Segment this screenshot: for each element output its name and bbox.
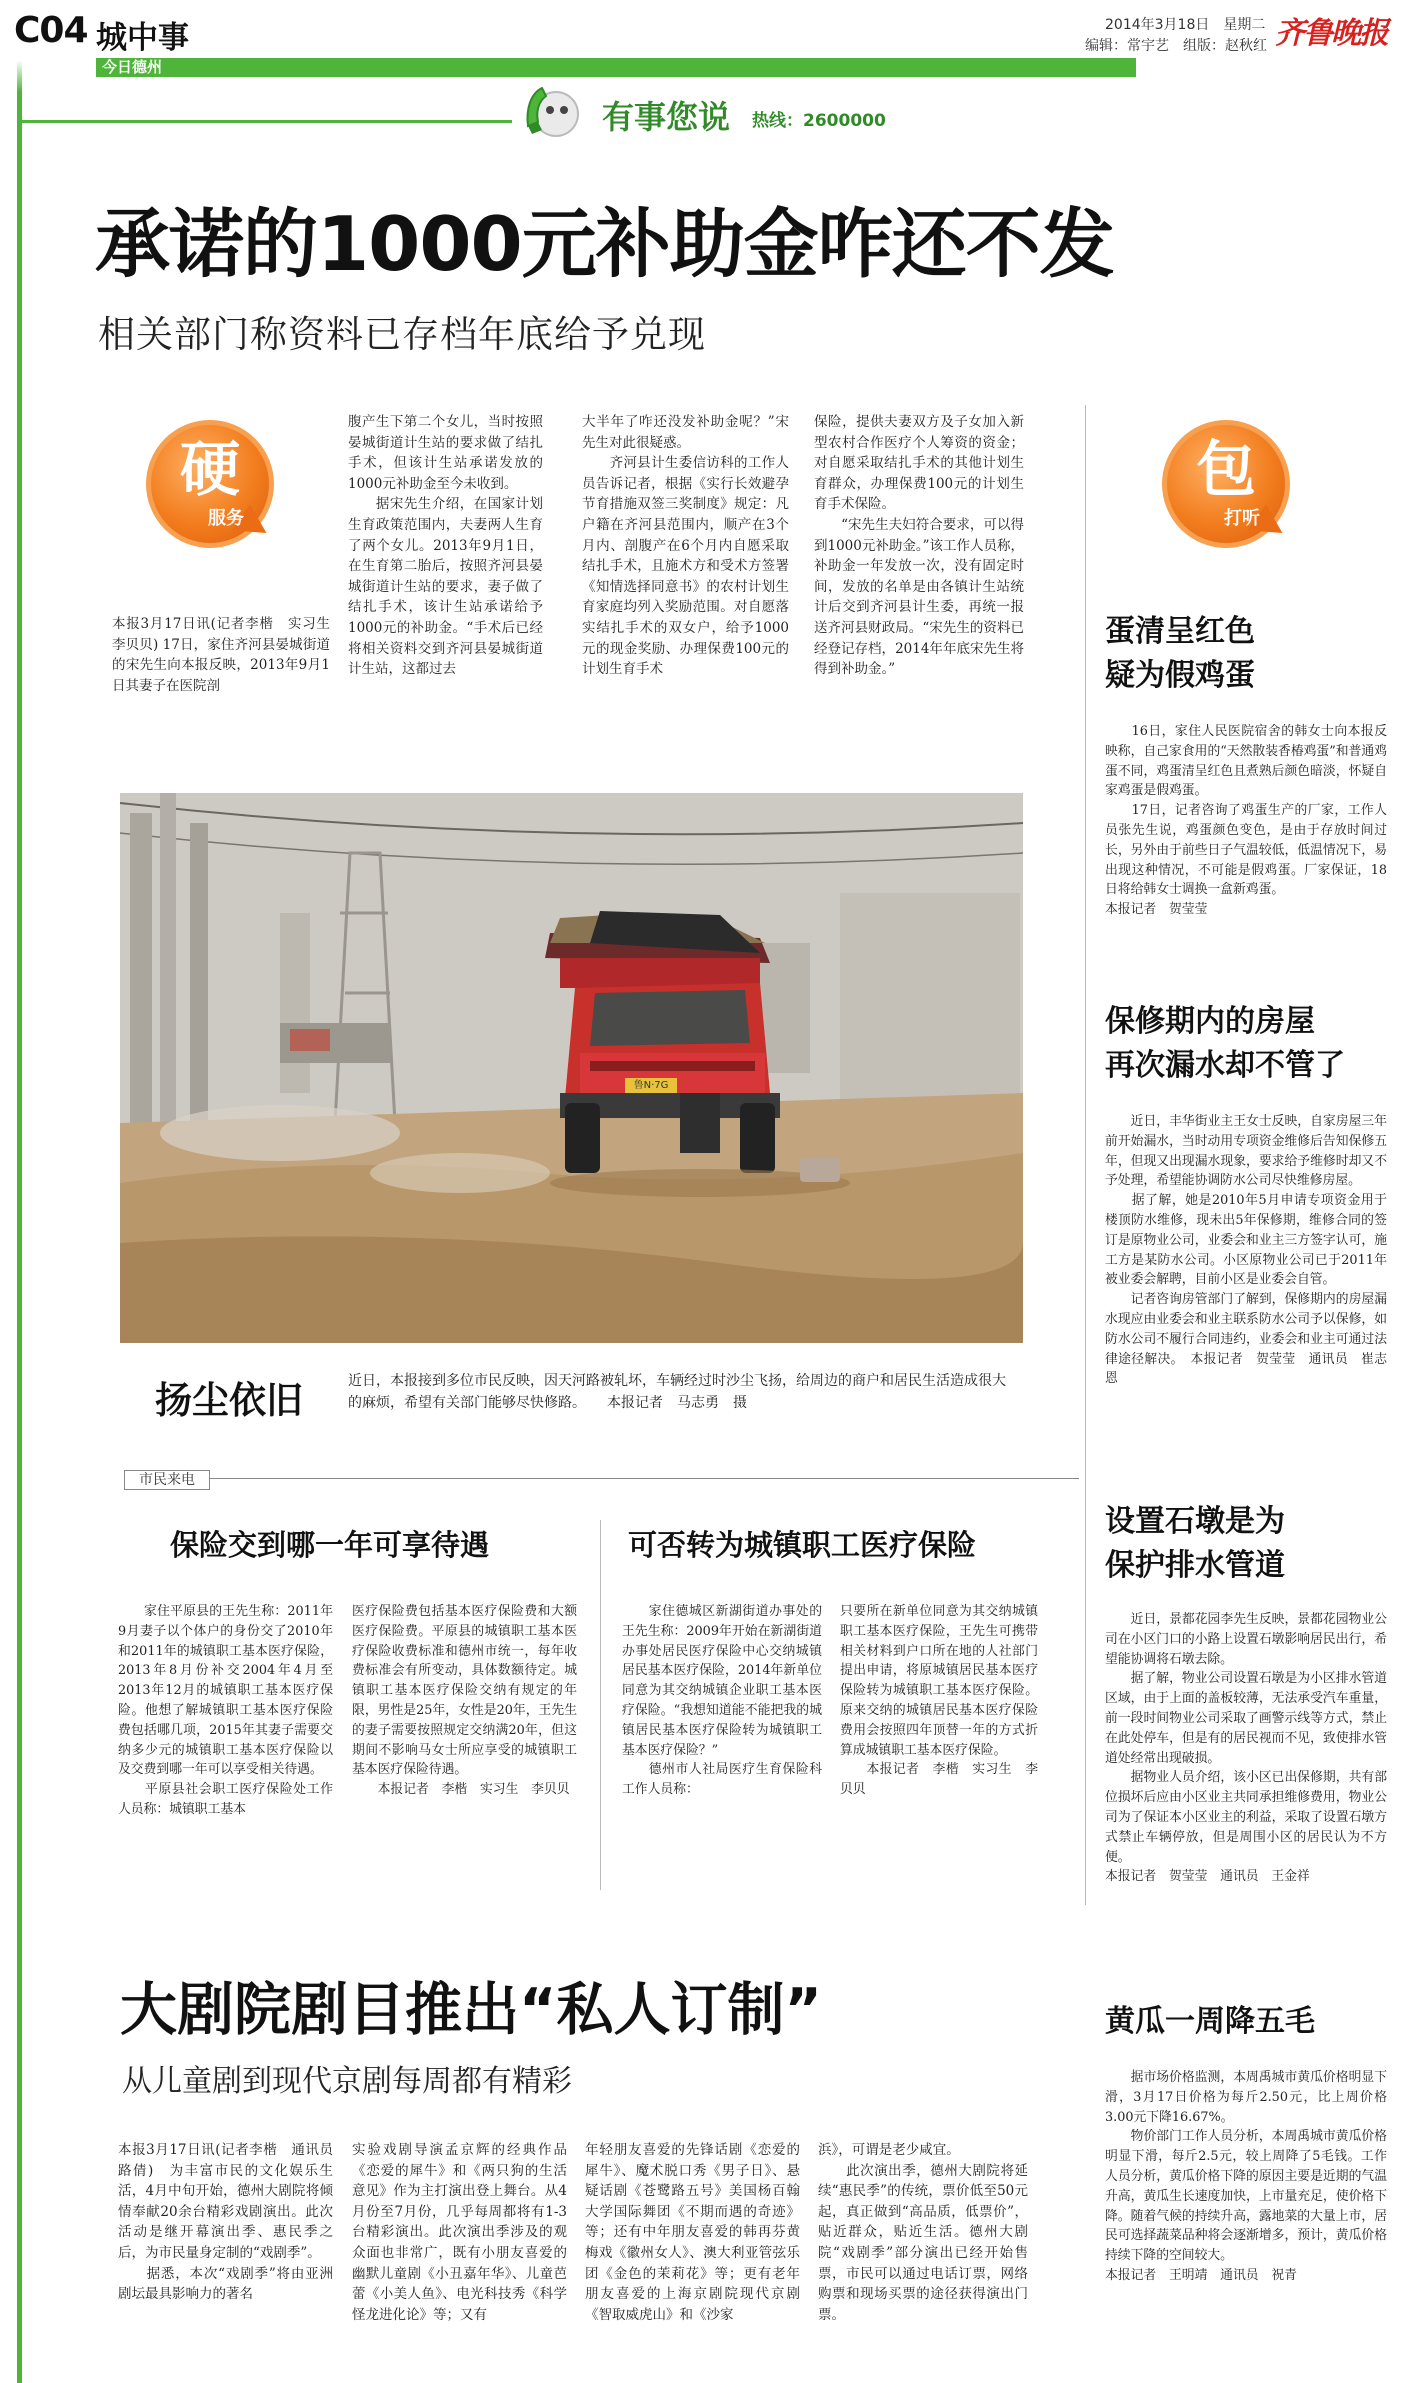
sidebar-item-4-body: 据市场价格监测，本周禹城市黄瓜价格明显下滑，3月17日价格为每斤2.50元，比上周价格3.00元下降16.67%。 物价部门工作人员分析，本周禹城市黄瓜价格明显下滑，每斤2.5元，较上周降了5毛钱。工作人员分析，黄瓜价格下降的原因主要是近期的气温升高，黄瓜生长速度加快，上市量充足，使价格下降。随着气候的持续升高，露地菜的大量上市，居民可选择蔬菜品种将会逐渐增多，预计，黄瓜价格持续下降的空间较大。 本报记者 王明靖 通讯员 祝青 [1105, 2070, 1387, 2283]
calls-divider [600, 1520, 601, 1890]
lead-subhead: 相关部门称资料已存档年底给予兑现 [98, 313, 706, 356]
news-photo [120, 793, 1023, 1343]
lead-column-1: 本报3月17日讯(记者李楷 实习生 李贝贝) 17日，家住齐河县晏城街道的宋先生向本报反映，2013年9月1日其妻子在医院剖 [112, 616, 344, 694]
theatre-column-4: 浜》，可谓是老少咸宜。 此次演出季，德州大剧院将延续“惠民季”的传统，票价低至50元起，真正做到“高品质，低票价”，贴近群众，贴近生活。德州大剧院“戏剧季”部分演出已经开始售票，市民可以通过电话订票，网络购票和现场买票的途径获得演出门票。 [818, 2142, 1028, 2323]
sidebar-item-2-body: 近日，丰华街业主王女士反映，自家房屋三年前开始漏水，当时动用专项资金维修后告知保修五年，但现又出现漏水现象，要求给予维修时却又不予处理，希望能协调防水公司尽快维修房屋。 据了解，她是2010年5月申请专项资金用于楼顶防水维修，现未出5年保修期，维修合同的签订是原物业公司，业委会和业主三方签字认可，施工方是某防水公司。小区原物业公司已于2011年被业委会解聘，目前小区是业委会自管。 记者咨询房管部门了解到，保修期内的房屋漏水现应由业委会和业主联系防水公司予以保修，如防水公司不履行合同违约，业委会和业主可通过法律途径解决。 本报记者 贺莹莹 通讯员 崔志恩 [1105, 1114, 1387, 1387]
hard-service-badge [146, 420, 296, 570]
lead-column-3: 大半年了咋还没发补助金呢？”宋先生对此很疑惑。 齐河县计生委信访科的工作人员告诉记者，根据《实行长效避孕节育措施双签三奖制度》规定：凡户籍在齐河县范围内，顺产在3个月内、剖腹产在6个月内自愿采取结扎手术，且施术方和受术方签署《知情选择同意书》的农村计划生育家庭均列入奖励范围。对自愿落实结扎手术的双女户，给予1000元的现金奖励、办理保费100元的计划生育手术 [582, 414, 789, 678]
calls-label-box [124, 1478, 1079, 1479]
issue-date: 2014年3月18日 星期二 [1105, 17, 1266, 33]
theatre-column-2: 实验戏剧导演孟京辉的经典作品《恋爱的犀牛》和《两只狗的生活意见》作为主打演出登上舞台。从4月份至7月份，几乎每周都将有1-3台精彩演出。此次演出季涉及的观众面也非常广，既有小朋友喜爱的幽默儿童剧《小丑嘉年华》、儿童芭蕾《小美人鱼》、电光科技秀《科学怪龙进化论》等；又有 [352, 2142, 567, 2323]
call-2-column-2: 只要所在新单位同意为其交纳城镇职工基本医疗保险，王先生可携带相关材料到户口所在地的人社部门提出申请，将原城镇居民基本医疗保险转为城镇职工基本医疗保险。原来交纳的城镇居民基本医疗保险费用会按照四年顶替一年的方式折算成城镇职工基本医疗保险。 本报记者 李楷 实习生 李贝贝 [840, 1604, 1038, 1798]
paper-logo: 齐鲁晚报 [1275, 16, 1387, 51]
theatre-column-1: 本报3月17日讯(记者李楷 通讯员 路倩) 为丰富市民的文化娱乐生活，4月中旬开始，德州大剧院将倾情奉献20余台精彩戏剧演出。此次活动是继开幕演出季、惠民季之后，为市民量身定制的“戏剧季”。 据悉，本次“戏剧季”将由亚洲剧坛最具影响力的著名 [118, 2142, 333, 2303]
sidebar-item-3-title: 设置石墩是为 保护排水管道 [1105, 1504, 1285, 1583]
inquiry-badge [1162, 420, 1312, 570]
photo-caption: 近日，本报接到多位市民反映，因天河路被轧坏，车辆经过时沙尘飞扬，给周边的商户和居民生活造成很大的麻烦，希望有关部门能够尽快修路。 本报记者 马志勇 摄 [348, 1373, 1006, 1411]
truck-license-plate: 鲁N·7G [633, 1080, 669, 1091]
call-2-column-1: 家住德城区新湖街道办事处的王先生称：2009年开始在新湖街道办事处居民医疗保险中心交纳城镇居民基本医疗保险，2014年新单位同意为其交纳城镇企业职工基本医疗保险。“我想知道能不能把我的城镇居民基本医疗保险转为城镇职工基本医疗保险？” 德州市人社局医疗生育保险科工作人员称： [622, 1604, 822, 1798]
sidebar-item-3-body: 近日，景都花园李先生反映，景都花园物业公司在小区门口的小路上设置石墩影响居民出行，希望能协调将石墩去除。 据了解，物业公司设置石墩是为小区排水管道区域，由于上面的盖板较薄，无法承受汽车重量，前一段时间物业公司采取了画警示线等方式，禁止在此处停车，但是有的居民视而不见，致使排水管道处经常出现破损。 据物业人员介绍，该小区已出保修期，共有部位损坏后应由小区业主共同承担维修费用，物业公司为了保证本小区业主的利益，采取了设置石墩方式禁止车辆停放，但是周围小区的居民认为不方便。 本报记者 贺莹莹 通讯员 王金祥 [1105, 1612, 1387, 1885]
sidebar-divider [1085, 405, 1086, 1905]
call-2-title: 可否转为城镇职工医疗保险 [628, 1528, 977, 1562]
theatre-headline: 大剧院剧目推出“私人订制” [120, 1977, 822, 2043]
lead-column-2: 腹产生下第二个女儿，当时按照晏城街道计生站的要求做了结扎手术，但该计生站承诺发放的1000元补助金至今未收到。 据宋先生介绍，在国家计划生育政策范围内，夫妻两人生育了两个女儿。2013年9月1日，在生育第二胎后，按照齐河县晏城街道计生站的要求，妻子做了结扎手术，该计生站承诺给予1000元的补助金。“手术后已经将相关资料交到齐河县晏城街道计生站，这都过去 [348, 414, 543, 678]
call-1-column-2: 医疗保险费包括基本医疗保险费和大额医疗保险费。平原县的城镇职工基本医疗保险收费标准和德州市统一，每年收费标准会有所变动，具体数额待定。城镇职工基本医疗保险交纳有规定的年限，男性是25年，女性是20年，王先生的妻子需要按照规定交纳满20年，但这期间不影响马女士所应享受的城镇职工基本医疗保险待遇。 本报记者 李楷 实习生 李贝贝 [352, 1604, 577, 1798]
lead-column-4: 保险，提供夫妻双方及子女加入新型农村合作医疗个人筹资的资金；对自愿采取结扎手术的其他计划生育群众，办理保费100元的计划生育手术保险。 “宋先生夫妇符合要求，可以得到1000元补助金。”该工作人员称，补助金一年发放一次，没有固定时间，发放的名单是由各镇计生站统计后交到齐河县计生委，再统一报送齐河县财政局。“宋先生的资料已经登记存档，2014年年底宋先生将得到补助金。” [814, 414, 1025, 678]
badge-char: 硬 [180, 435, 240, 505]
sidebar-item-2-title: 保修期内的房屋 再次漏水却不管了 [1105, 1004, 1345, 1083]
section-subtitle: 今日德州 [102, 58, 163, 76]
page-header [0, 0, 1409, 78]
sidebar-item-4-title: 黄瓜一周降五毛 [1105, 2004, 1315, 2039]
theatre-column-3: 年轻朋友喜爱的先锋话剧《恋爱的犀牛》、魔术脱口秀《男子日》、悬疑话剧《苍鹭路五号》美国杨百翰大学国际舞团《不期而遇的奇迹》等；还有中年朋友喜爱的韩再芬黄梅戏《徽州女人》、澳大利亚管弦乐团《金色的茉莉花》等；更有老年朋友喜爱的上海京剧院现代京剧《智取威虎山》和《沙家 [585, 2142, 800, 2323]
phone-icon [520, 80, 584, 144]
hotline-number: 热线：2600000 [752, 111, 886, 131]
badge-label: 打听 [1224, 508, 1260, 529]
calls-label: 市民来电 [124, 1470, 210, 1490]
hotline-rule [22, 120, 512, 123]
hotline-banner [520, 80, 1000, 150]
editors-line: 编辑：常宇艺 组版：赵秋红 [1085, 38, 1267, 54]
badge-label: 服务 [208, 508, 244, 529]
photo-scene [120, 793, 1023, 1343]
frame-left-line [17, 90, 22, 2383]
theatre-subhead: 从儿童剧到现代京剧每周都有精彩 [122, 2064, 572, 2099]
call-1-column-1: 家住平原县的王先生称：2011年9月妻子以个体户的身份交了2010年和2011年的城镇职工基本医疗保险，2013年8月份补交2004年4月至2013年12月的城镇职工基本医疗保险。他想了解城镇职工基本医疗保险费包括哪几项，2015年其妻子需要交纳多少元的城镇职工基本医疗保险以及交费到哪一年可以享受相关待遇。 平原县社会职工医疗保险处工作人员称：城镇职工基本 [118, 1604, 333, 1817]
sidebar-item-1-body: 16日，家住人民医院宿舍的韩女士向本报反映称，自己家食用的“天然散装香椿鸡蛋”和普通鸡蛋不同，鸡蛋清呈红色且煮熟后颜色暗淡，怀疑自家鸡蛋是假鸡蛋。 17日，记者咨询了鸡蛋生产的厂家，工作人员张先生说，鸡蛋颜色变色，是由于存放时间过长，另外由于前些日子气温较低，低温情况下，易出现这种情况，不可能是假鸡蛋。厂家保证，18日将给韩女士调换一盒新鸡蛋。 本报记者 贺莹莹 [1105, 724, 1387, 918]
call-1-title: 保险交到哪一年可享待遇 [170, 1528, 490, 1562]
sidebar-item-1-title: 蛋清呈红色 疑为假鸡蛋 [1105, 614, 1255, 693]
badge-char: 包 [1196, 435, 1256, 505]
frame-left-line-fade [17, 60, 22, 92]
photo-title: 扬尘依旧 [155, 1379, 303, 1422]
page-code: C04 [14, 10, 88, 51]
section-subtitle-bar [96, 58, 1136, 77]
lead-headline: 承诺的1000元补助金咋还不发 [95, 200, 1114, 288]
section-title: 城中事 [96, 20, 189, 56]
hotline-title: 有事您说 [602, 98, 731, 136]
